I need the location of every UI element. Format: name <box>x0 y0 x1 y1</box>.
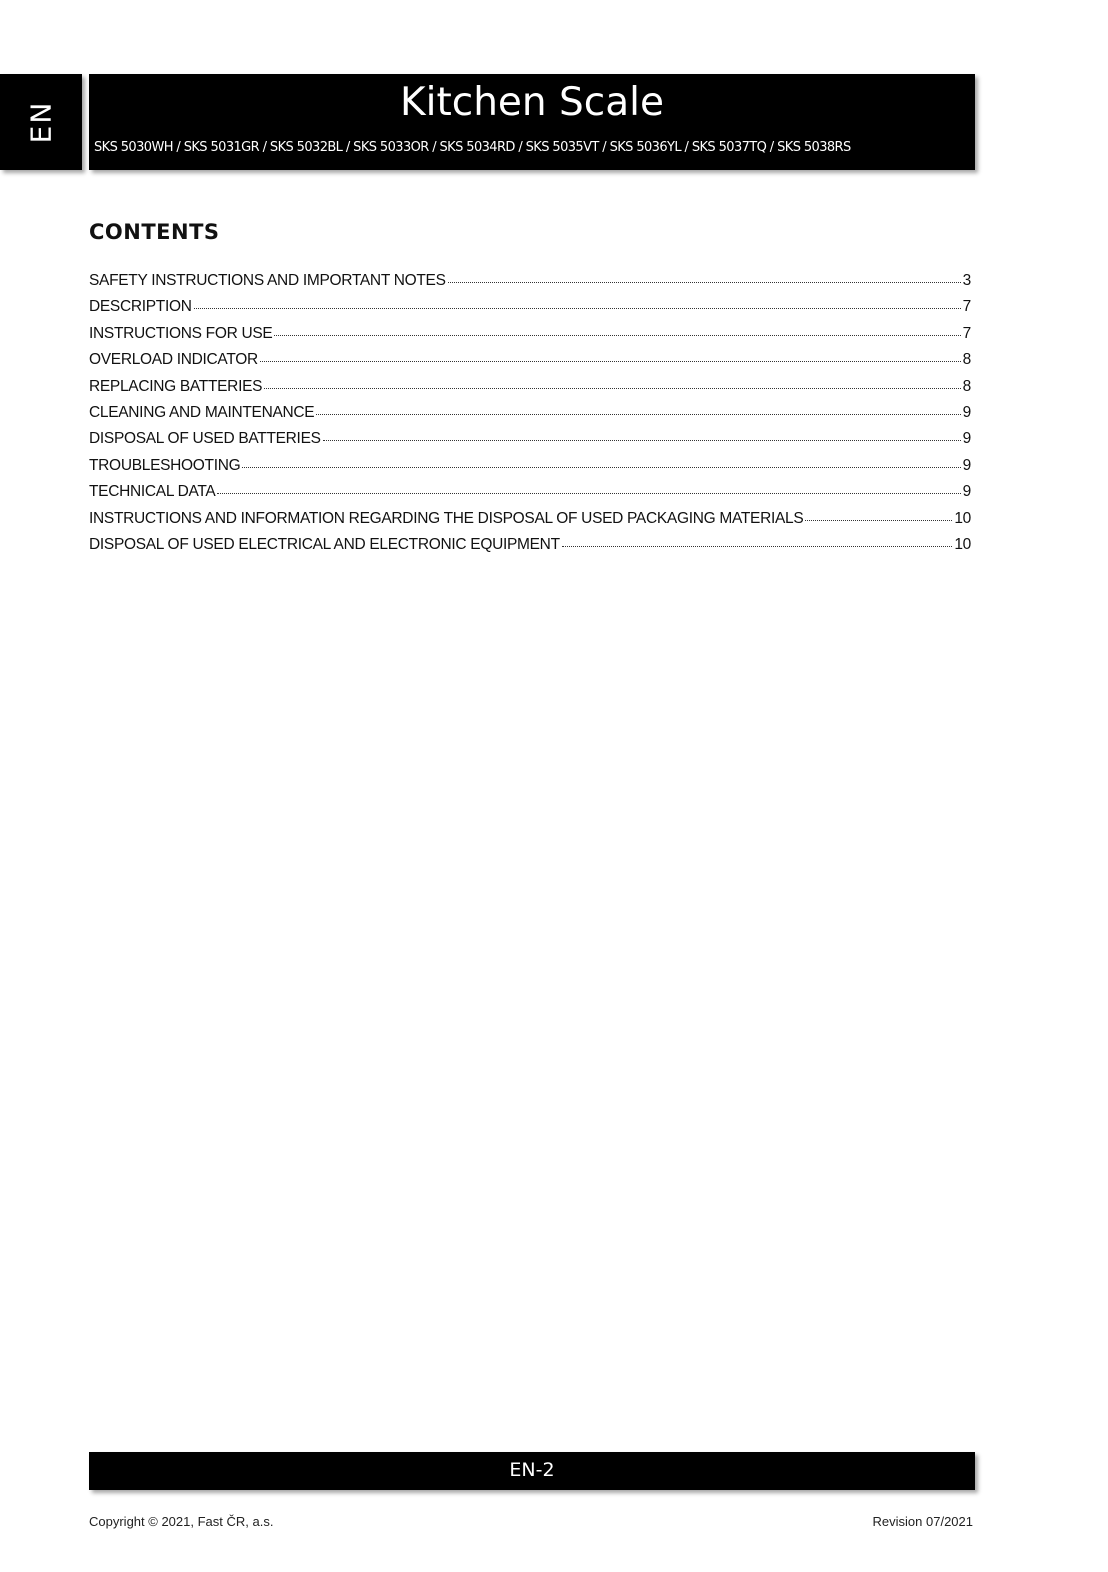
toc-entry-title: TECHNICAL DATA <box>89 483 216 501</box>
toc-leader-dots <box>260 361 961 362</box>
toc-leader-dots <box>316 414 960 415</box>
page-number: EN-2 <box>509 1459 555 1481</box>
toc-entry-page: 9 <box>962 483 971 501</box>
toc-leader-dots <box>242 467 960 468</box>
toc-entry-packaging-disposal[interactable] <box>89 510 971 536</box>
toc-entry-title: DESCRIPTION <box>89 298 192 316</box>
page-title: Kitchen Scale <box>400 80 664 125</box>
toc-leader-dots <box>562 546 953 547</box>
toc-entry-title: OVERLOAD INDICATOR <box>89 351 258 369</box>
footer-bar <box>89 1452 975 1490</box>
toc-entry-instructions-for-use[interactable] <box>89 325 971 351</box>
toc-entry-description[interactable] <box>89 298 971 324</box>
toc-leader-dots <box>448 282 961 283</box>
header-bar <box>89 74 975 170</box>
copyright-notice: Copyright © 2021, Fast ČR, a.s. <box>89 1514 274 1529</box>
toc-leader-dots <box>274 335 960 336</box>
toc-entry-title: INSTRUCTIONS FOR USE <box>89 324 273 342</box>
toc-entry-title: TROUBLESHOOTING <box>89 456 241 474</box>
toc-entry-title: DISPOSAL OF USED BATTERIES <box>89 430 321 448</box>
toc-entry-disposal-of-used-batteries[interactable] <box>89 430 971 456</box>
revision-label: Revision 07/2021 <box>872 1514 973 1529</box>
toc-entry-title: DISPOSAL OF USED ELECTRICAL AND ELECTRONIC EQUIPMENT <box>89 535 560 553</box>
toc-entry-title: SAFETY INSTRUCTIONS AND IMPORTANT NOTES <box>89 272 446 289</box>
toc-leader-dots <box>217 493 960 494</box>
toc-entry-overload-indicator[interactable] <box>89 351 971 377</box>
toc-entry-page: 9 <box>962 456 971 474</box>
toc-entry-title: REPLACING BATTERIES <box>89 377 263 395</box>
toc-leader-dots <box>805 520 952 521</box>
toc-entry-cleaning-and-maintenance[interactable] <box>89 404 971 430</box>
toc-entry-electrical-equipment-disposal[interactable] <box>89 536 971 562</box>
toc-leader-dots <box>264 388 961 389</box>
toc-entry-title: INSTRUCTIONS AND INFORMATION REGARDING THE DISPOSAL OF USED PACKAGING MATERIALS <box>89 509 804 527</box>
language-tab-label: EN <box>24 100 58 144</box>
toc-entry-page: 10 <box>954 535 971 553</box>
toc-entry-page: 7 <box>962 324 971 342</box>
toc-entry-page: 8 <box>962 377 971 395</box>
toc-entry-safety-instructions[interactable] <box>89 272 971 298</box>
toc-entry-page: 9 <box>962 403 971 421</box>
model-list: SKS 5030WH / SKS 5031GR / SKS 5032BL / SKS 5033OR / SKS 5034RD / SKS 5035VT / SKS 5036YL / SKS 5037TQ / SKS 5038RS <box>94 140 851 155</box>
toc-leader-dots <box>194 308 961 309</box>
toc-entry-replacing-batteries[interactable] <box>89 378 971 404</box>
contents-heading: CONTENTS <box>89 220 220 244</box>
toc-leader-dots <box>323 440 961 441</box>
toc-entry-page: 10 <box>954 509 971 527</box>
toc-entry-troubleshooting[interactable] <box>89 457 971 483</box>
toc-entry-page: 8 <box>962 351 971 369</box>
toc-entry-page: 3 <box>962 272 971 289</box>
toc-entry-page: 9 <box>962 430 971 448</box>
toc-entry-title: CLEANING AND MAINTENANCE <box>89 403 315 421</box>
language-tab <box>0 74 82 170</box>
table-of-contents <box>89 272 971 562</box>
toc-entry-technical-data[interactable] <box>89 483 971 509</box>
toc-entry-page: 7 <box>962 298 971 316</box>
